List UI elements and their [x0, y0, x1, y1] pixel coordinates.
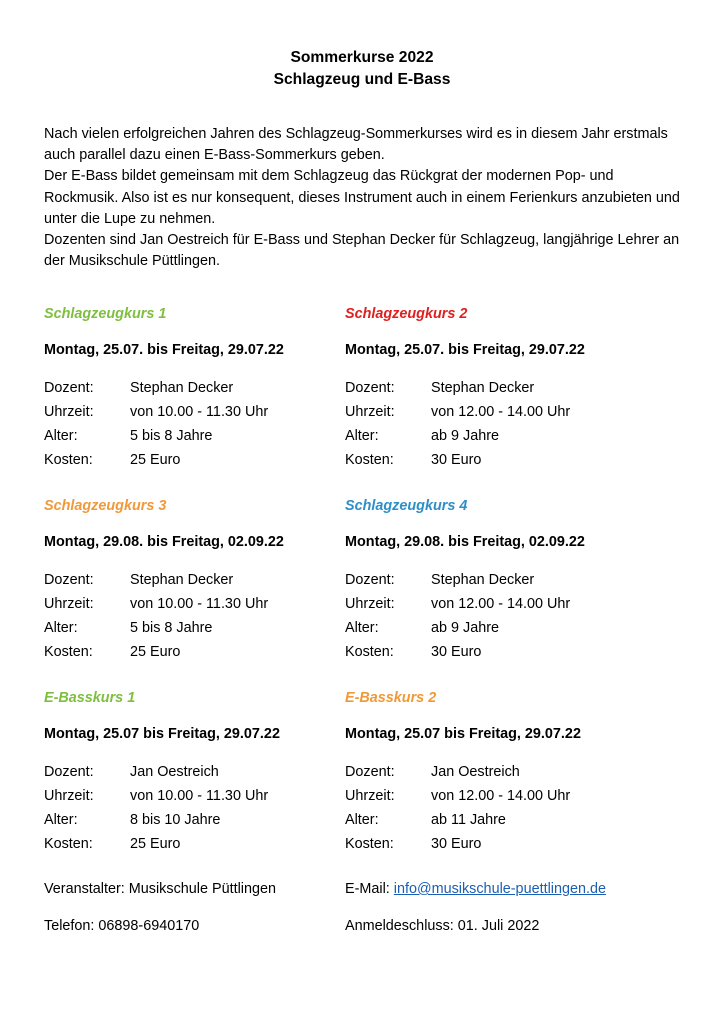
- email-label: E-Mail:: [345, 881, 394, 897]
- intro-text: [44, 124, 684, 272]
- course-label-dozent: Dozent:: [44, 380, 94, 396]
- course-details: [44, 760, 364, 856]
- course-row-kosten: [345, 448, 665, 472]
- course-label-uhrzeit: Uhrzeit:: [345, 404, 395, 420]
- course-dates: Montag, 25.07 bis Freitag, 29.07.22: [345, 726, 581, 742]
- course-value-uhrzeit: von 12.00 - 14.00 Uhr: [431, 596, 571, 612]
- course-row-kosten: [345, 832, 665, 856]
- course-label-alter: Alter:: [44, 620, 78, 636]
- course-row-kosten: [44, 640, 364, 664]
- course-dates: Montag, 25.07. bis Freitag, 29.07.22: [345, 342, 585, 358]
- course-row-alter: [345, 808, 665, 832]
- course-label-uhrzeit: Uhrzeit:: [345, 788, 395, 804]
- phone-text: Telefon: 06898-6940170: [44, 918, 200, 934]
- course-row-alter: [345, 424, 665, 448]
- course-block: [345, 688, 665, 856]
- course-row-alter: [44, 424, 364, 448]
- course-value-uhrzeit: von 10.00 - 11.30 Uhr: [130, 596, 269, 612]
- course-label-kosten: Kosten:: [44, 836, 93, 852]
- course-value-alter: ab 11 Jahre: [431, 812, 506, 828]
- course-value-kosten: 25 Euro: [130, 452, 181, 468]
- course-label-kosten: Kosten:: [345, 452, 394, 468]
- course-label-dozent: Dozent:: [44, 572, 94, 588]
- course-label-alter: Alter:: [345, 428, 379, 444]
- course-title: E-Basskurs 1: [44, 690, 136, 706]
- course-row-alter: [44, 808, 364, 832]
- course-details: [44, 376, 364, 472]
- organizer-text: Veranstalter: Musikschule Püttlingen: [44, 881, 276, 897]
- course-block: [44, 496, 364, 664]
- course-dates: Montag, 25.07 bis Freitag, 29.07.22: [44, 726, 280, 742]
- course-row-dozent: [44, 376, 364, 400]
- course-label-uhrzeit: Uhrzeit:: [44, 404, 94, 420]
- course-value-uhrzeit: von 12.00 - 14.00 Uhr: [431, 788, 571, 804]
- course-row-dozent: [345, 376, 665, 400]
- course-label-uhrzeit: Uhrzeit:: [44, 596, 94, 612]
- course-row-uhrzeit: [345, 592, 665, 616]
- course-block: [44, 304, 364, 472]
- course-label-dozent: Dozent:: [44, 764, 94, 780]
- course-value-uhrzeit: von 10.00 - 11.30 Uhr: [130, 404, 269, 420]
- course-title: Schlagzeugkurs 1: [44, 306, 167, 322]
- course-title: Schlagzeugkurs 3: [44, 498, 167, 514]
- course-block: [345, 304, 665, 472]
- course-dates: Montag, 29.08. bis Freitag, 02.09.22: [44, 534, 284, 550]
- intro-paragraph: Nach vielen erfolgreichen Jahren des Schlagzeug-Sommerkurses wird es in diesem Jahr erstmals auch parallel dazu einen E-Bass-Sommerkurs geben.: [44, 126, 668, 164]
- course-value-dozent: Stephan Decker: [431, 572, 535, 588]
- course-details: [345, 760, 665, 856]
- deadline-text: Anmeldeschluss: 01. Juli 2022: [345, 918, 540, 934]
- course-value-alter: 5 bis 8 Jahre: [130, 428, 213, 444]
- course-row-dozent: [345, 568, 665, 592]
- course-row-uhrzeit: [345, 400, 665, 424]
- course-row-alter: [44, 616, 364, 640]
- course-row-uhrzeit: [345, 784, 665, 808]
- email-line: [345, 879, 606, 899]
- course-title: Schlagzeugkurs 4: [345, 498, 468, 514]
- title-line-1: Sommerkurse 2022: [290, 49, 434, 66]
- course-label-uhrzeit: Uhrzeit:: [44, 788, 94, 804]
- course-label-kosten: Kosten:: [44, 644, 93, 660]
- course-value-kosten: 30 Euro: [431, 452, 482, 468]
- email-link[interactable]: info@musikschule-puettlingen.de: [393, 881, 606, 897]
- course-value-dozent: Jan Oestreich: [130, 764, 219, 780]
- course-value-alter: 8 bis 10 Jahre: [130, 812, 221, 828]
- course-label-dozent: Dozent:: [345, 380, 395, 396]
- intro-paragraph: Dozenten sind Jan Oestreich für E-Bass und Stephan Decker für Schlagzeug, langjährige Lehrer an der Musikschule Püttlingen.: [44, 232, 680, 270]
- course-value-dozent: Stephan Decker: [130, 572, 234, 588]
- course-label-alter: Alter:: [44, 812, 78, 828]
- course-value-dozent: Stephan Decker: [431, 380, 535, 396]
- course-value-kosten: 30 Euro: [431, 836, 482, 852]
- course-value-alter: ab 9 Jahre: [431, 620, 500, 636]
- course-row-kosten: [345, 640, 665, 664]
- course-row-alter: [345, 616, 665, 640]
- course-label-alter: Alter:: [345, 812, 379, 828]
- title-line-2: Schlagzeug und E-Bass: [273, 71, 451, 88]
- course-label-kosten: Kosten:: [345, 644, 394, 660]
- course-value-kosten: 30 Euro: [431, 644, 482, 660]
- course-details: [44, 568, 364, 664]
- course-row-kosten: [44, 448, 364, 472]
- course-title: Schlagzeugkurs 2: [345, 306, 468, 322]
- course-value-dozent: Stephan Decker: [130, 380, 234, 396]
- page-title: [0, 47, 724, 91]
- course-label-dozent: Dozent:: [345, 572, 395, 588]
- course-row-uhrzeit: [44, 592, 364, 616]
- course-details: [345, 568, 665, 664]
- course-value-uhrzeit: von 10.00 - 11.30 Uhr: [130, 788, 269, 804]
- course-block: [44, 688, 364, 856]
- course-value-kosten: 25 Euro: [130, 836, 181, 852]
- course-label-uhrzeit: Uhrzeit:: [345, 596, 395, 612]
- course-row-dozent: [44, 760, 364, 784]
- course-value-alter: 5 bis 8 Jahre: [130, 620, 213, 636]
- course-row-kosten: [44, 832, 364, 856]
- course-row-dozent: [44, 568, 364, 592]
- course-label-dozent: Dozent:: [345, 764, 395, 780]
- course-label-kosten: Kosten:: [345, 836, 394, 852]
- course-value-dozent: Jan Oestreich: [431, 764, 520, 780]
- course-dates: Montag, 25.07. bis Freitag, 29.07.22: [44, 342, 284, 358]
- intro-paragraph: Der E-Bass bildet gemeinsam mit dem Schlagzeug das Rückgrat der modernen Pop- und Rockmusik. Also ist es nur konsequent, dieses Instrument auch in einem Ferienkurs anzubieten und unter die Lupe zu nehmen.: [44, 168, 680, 227]
- course-block: [345, 496, 665, 664]
- course-row-uhrzeit: [44, 400, 364, 424]
- course-row-dozent: [345, 760, 665, 784]
- course-title: E-Basskurs 2: [345, 690, 437, 706]
- course-details: [345, 376, 665, 472]
- course-label-alter: Alter:: [44, 428, 78, 444]
- course-label-alter: Alter:: [345, 620, 379, 636]
- course-dates: Montag, 29.08. bis Freitag, 02.09.22: [345, 534, 585, 550]
- course-value-uhrzeit: von 12.00 - 14.00 Uhr: [431, 404, 571, 420]
- course-value-alter: ab 9 Jahre: [431, 428, 500, 444]
- course-label-kosten: Kosten:: [44, 452, 93, 468]
- course-row-uhrzeit: [44, 784, 364, 808]
- course-value-kosten: 25 Euro: [130, 644, 181, 660]
